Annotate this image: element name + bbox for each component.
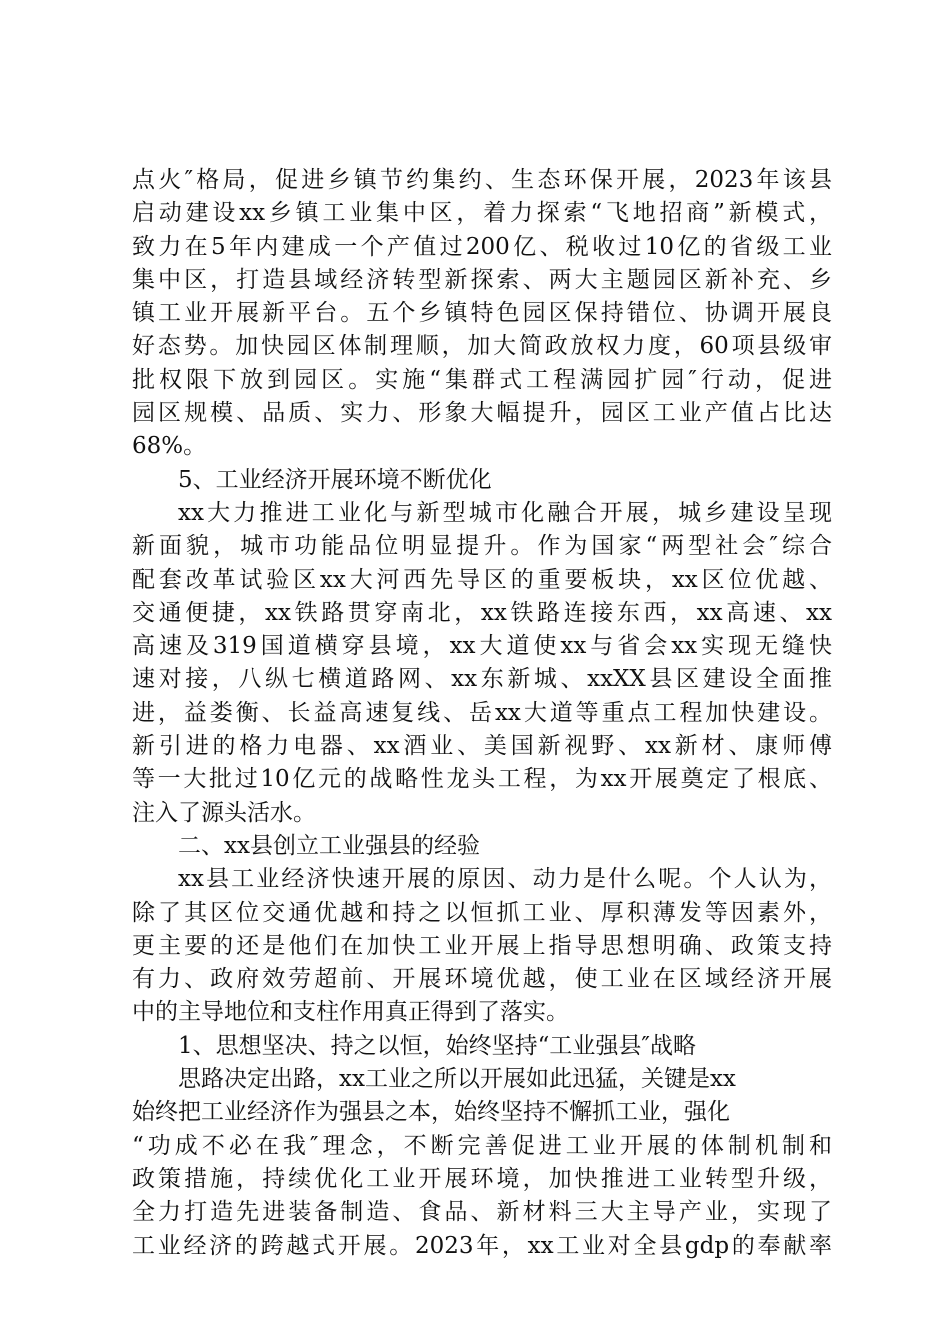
text-line: 高速及319国道横穿县境，xx大道使xx与省会xx实现无缝快 [132,633,832,660]
text-line: 始终把工业经济作为强县之本，始终坚持不懈抓工业，强化 [132,1099,730,1126]
text-line: 交通便捷，xx铁路贯穿南北，xx铁路连接东西，xx高速、xx [132,599,832,626]
section-heading: 1、思想坚决、持之以恒，始终坚持“工业强县″战略 [178,1032,696,1059]
text-line: 配套改革试验区xx大河西先导区的重要板块，xx区位优越、 [132,566,832,593]
text-line: 有力、政府效劳超前、开展环境优越，使工业在区域经济开展 [132,966,832,993]
text-line: 注入了源头活水。 [132,799,316,826]
text-line: 园区规模、品质、实力、形象大幅提升，园区工业产值占比达 [132,400,832,427]
text-line: 除了其区位交通优越和持之以恒抓工业、厚积薄发等因素外， [132,899,832,926]
text-line: 集中区，打造县域经济转型新探索、两大主题园区新补充、乡 [132,266,832,293]
text-line: 68%。 [132,433,207,460]
text-line: 好态势。加快园区体制理顺，加大简政放权力度，60项县级审 [132,333,832,360]
text-line: 工业经济的跨越式开展。2023年，xx工业对全县gdp的奉献率 [132,1232,832,1259]
text-line: 思路决定出路，xx工业之所以开展如此迅猛，关键是xx [178,1066,736,1093]
text-line: “功成不必在我″理念，不断完善促进工业开展的体制机制和 [132,1132,832,1159]
text-line: 启动建设xx乡镇工业集中区，着力探索“飞地招商”新模式， [132,200,832,227]
section-heading: 5、工业经济开展环境不断优化 [178,466,492,493]
text-line: 政策措施，持续优化工业开展环境，加快推进工业转型升级， [132,1165,832,1192]
text-line: xx县工业经济快速开展的原因、动力是什么呢。个人认为， [178,866,832,893]
text-line: 批权限下放到园区。实施“集群式工程满园扩园″行动，促进 [132,366,832,393]
text-line: 新引进的格力电器、xx酒业、美国新视野、xx新材、康师傅 [132,733,832,760]
text-line: 镇工业开展新平台。五个乡镇特色园区保持错位、协调开展良 [132,300,832,327]
body-text [132,164,832,1263]
section-heading: 二、xx县创立工业强县的经验 [178,832,480,859]
text-line: 全力打造先进装备制造、食品、新材料三大主导产业，实现了 [132,1199,832,1226]
text-line: 点火″格局，促进乡镇节约集约、生态环保开展，2023年该县 [132,167,832,193]
text-line: 等一大批过10亿元的战略性龙头工程，为xx开展奠定了根底、 [132,766,832,793]
text-line: 新面貌，城市功能品位明显提升。作为国家“两型社会″综合 [132,533,832,560]
text-line: 致力在5年内建成一个产值过200亿、税收过10亿的省级工业 [132,233,832,260]
text-line: xx大力推进工业化与新型城市化融合开展，城乡建设呈现 [178,499,832,526]
text-line: 进，益娄衡、长益高速复线、岳xx大道等重点工程加快建设。 [132,699,832,726]
text-line: 中的主导地位和支柱作用真正得到了落实。 [132,999,569,1026]
text-line: 速对接，八纵七横道路网、xx东新城、xxXX县区建设全面推 [132,666,832,693]
text-line: 更主要的还是他们在加快工业开展上指导思想明确、政策支持 [132,932,832,959]
